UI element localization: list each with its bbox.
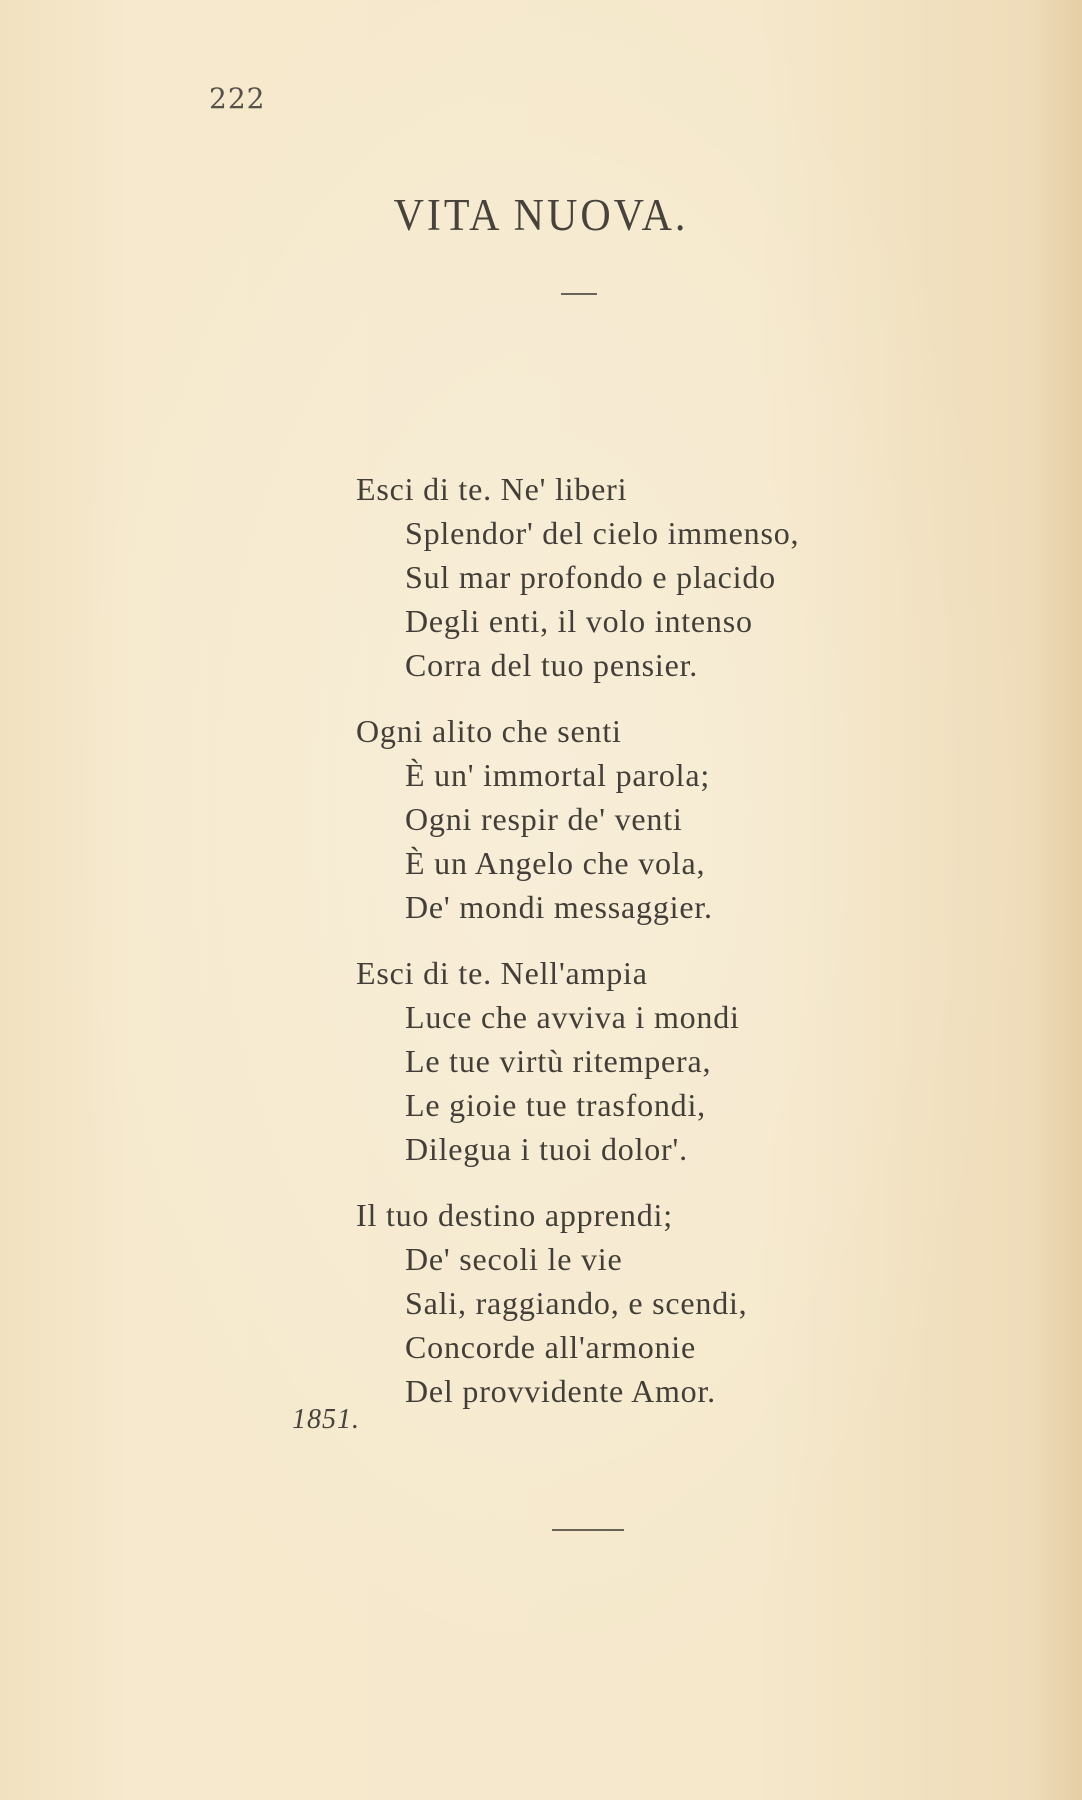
verse-line: Le tue virtù ritempera, [405,1043,712,1079]
verse-line: De' mondi messaggier. [405,889,713,925]
title-rule [561,293,597,295]
verse-line: Concorde all'armonie [405,1329,696,1365]
verse-line: Esci di te. Ne' liberi [356,471,628,507]
verse-line: Dilegua i tuoi dolor'. [405,1131,688,1167]
stanza [356,951,799,1171]
verse-line: De' secoli le vie [405,1241,623,1277]
verse-line: Ogni alito che senti [356,713,622,749]
stanza [356,467,799,687]
verse-line: Ogni respir de' venti [405,801,683,837]
verse-line: Sali, raggiando, e scendi, [405,1285,748,1321]
end-rule [552,1529,624,1531]
poem-date: 1851. [292,1404,360,1435]
page-number: 222 [209,82,266,115]
verse-line: Le gioie tue trasfondi, [405,1087,706,1123]
verse-line: Esci di te. Nell'ampia [356,955,648,991]
verse-line: È un Angelo che vola, [405,845,706,881]
stanza [356,709,799,929]
verse-line: Del provvidente Amor. [405,1373,716,1409]
stanza [356,1193,799,1413]
verse-line: Degli enti, il volo intenso [405,603,753,639]
verse-line: Il tuo destino apprendi; [356,1197,673,1233]
verse-line: Sul mar profondo e placido [405,559,776,595]
verse-line: È un' immortal parola; [405,757,711,793]
verse-line: Splendor' del cielo immenso, [405,515,800,551]
verse-line: Luce che avviva i mondi [405,999,740,1035]
verse-line: Corra del tuo pensier. [405,647,699,683]
poem-body [356,467,799,1435]
poem-title: VITA NUOVA. [393,191,689,241]
